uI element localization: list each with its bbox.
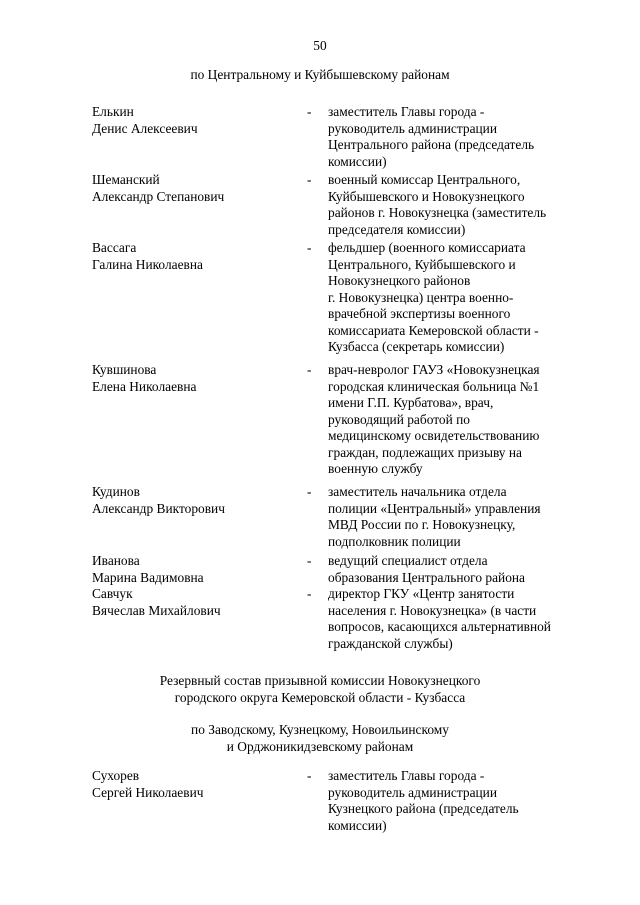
role-line: Кузбасса (секретарь комиссии) — [328, 339, 505, 354]
member-name — [92, 104, 198, 137]
role-line: военную службу — [328, 461, 423, 476]
reserve-heading-line: городского округа Кемеровской области - Кузбасса — [174, 689, 466, 705]
member-name — [92, 553, 204, 586]
member-given-name: Сергей Николаевич — [92, 784, 204, 800]
role-line: комиссариата Кемеровской области - — [328, 322, 539, 338]
member-surname: Савчук — [92, 586, 133, 601]
role-line: населения г. Новокузнецка» (в части — [328, 602, 537, 618]
role-line: комиссии) — [328, 153, 387, 169]
role-line: директор ГКУ «Центр занятости — [328, 586, 515, 601]
dash-separator: - — [307, 240, 312, 255]
role-line: руководящий работой по — [328, 411, 470, 427]
dash-separator: - — [307, 484, 312, 499]
member-role — [328, 104, 588, 170]
role-line: руководитель администрации — [328, 120, 498, 136]
member-given-name: Галина Николаевна — [92, 256, 203, 272]
member-given-name: Денис Алексеевич — [92, 120, 198, 136]
page-number: 50 — [313, 38, 327, 53]
member-given-name: Марина Вадимовна — [92, 569, 204, 585]
member-surname: Иванова — [92, 553, 140, 568]
role-line: полиции «Центральный» управления — [328, 500, 541, 516]
role-line: руководитель администрации — [328, 784, 498, 800]
member-role — [328, 240, 588, 356]
role-line: Кузнецкого района (председатель — [328, 801, 519, 816]
member-name — [92, 586, 221, 619]
member-surname: Шеманский — [92, 172, 160, 187]
member-role — [328, 172, 588, 238]
member-role — [328, 768, 588, 834]
member-role — [328, 586, 588, 652]
member-given-name: Александр Викторович — [92, 500, 225, 516]
role-line: г. Новокузнецка) центра военно- — [328, 289, 514, 305]
member-role — [328, 484, 588, 550]
member-name — [92, 484, 225, 517]
member-surname: Вассага — [92, 240, 137, 255]
dash-separator: - — [307, 362, 312, 377]
reserve-heading — [0, 673, 640, 706]
member-role — [328, 362, 588, 478]
role-line: врачебной экспертизы военного — [328, 306, 511, 321]
section-heading-zavodskoy — [0, 722, 640, 755]
reserve-heading-line: Резервный состав призывной комиссии Новокузнецкого — [159, 673, 481, 688]
role-line: вопросов, касающихся альтернативной — [328, 619, 551, 634]
member-name — [92, 362, 196, 395]
role-line: городская клиническая больница №1 — [328, 378, 540, 394]
role-line: комиссии) — [328, 817, 387, 833]
member-given-name: Елена Николаевна — [92, 378, 197, 394]
role-line: подполковник полиции — [328, 533, 461, 549]
role-line: Куйбышевского и Новокузнецкого — [328, 188, 525, 204]
role-line: врач-невролог ГАУЗ «Новокузнецкая — [328, 362, 540, 377]
member-name — [92, 768, 203, 801]
dash-separator: - — [307, 172, 312, 187]
member-surname: Сухорев — [92, 768, 140, 783]
section-heading-central: по Центральному и Куйбышевскому районам — [190, 67, 450, 82]
section-heading-line: и Орджоникидзевскому районам — [226, 738, 414, 754]
role-line: заместитель Главы города - — [328, 104, 485, 119]
member-given-name: Вячеслав Михайлович — [92, 602, 221, 618]
role-line: медицинскому освидетельствованию — [328, 428, 540, 443]
role-line: председателя комиссии) — [328, 221, 466, 237]
role-line: районов г. Новокузнецка (заместитель — [328, 205, 547, 220]
member-surname: Кудинов — [92, 484, 140, 499]
dash-separator: - — [307, 553, 312, 568]
role-line: имени Г.П. Курбатова», врач, — [328, 395, 494, 410]
member-name — [92, 172, 224, 205]
dash-separator: - — [307, 586, 312, 601]
member-surname: Кувшинова — [92, 362, 157, 377]
member-role — [328, 553, 588, 586]
role-line: Центрального района (председатель — [328, 137, 535, 152]
role-line: МВД России по г. Новокузнецку, — [328, 517, 516, 532]
member-given-name: Александр Степанович — [92, 188, 225, 204]
section-heading-line: по Заводскому, Кузнецкому, Новоильинскому — [191, 722, 449, 737]
role-line: граждан, подлежащих призыву на — [328, 444, 522, 460]
role-line: военный комиссар Центрального, — [328, 172, 521, 187]
role-line: заместитель Главы города - — [328, 768, 485, 783]
role-line: заместитель начальника отдела — [328, 484, 507, 499]
role-line: Новокузнецкого районов — [328, 273, 471, 288]
role-line: ведущий специалист отдела — [328, 553, 488, 568]
dash-separator: - — [307, 768, 312, 783]
role-line: фельдшер (военного комиссариата — [328, 240, 526, 255]
role-line: образования Центрального района — [328, 569, 525, 585]
member-surname: Елькин — [92, 104, 134, 119]
role-line: Центрального, Куйбышевского и — [328, 256, 516, 272]
member-name — [92, 240, 203, 273]
dash-separator: - — [307, 104, 312, 119]
role-line: гражданской службы) — [328, 635, 453, 651]
